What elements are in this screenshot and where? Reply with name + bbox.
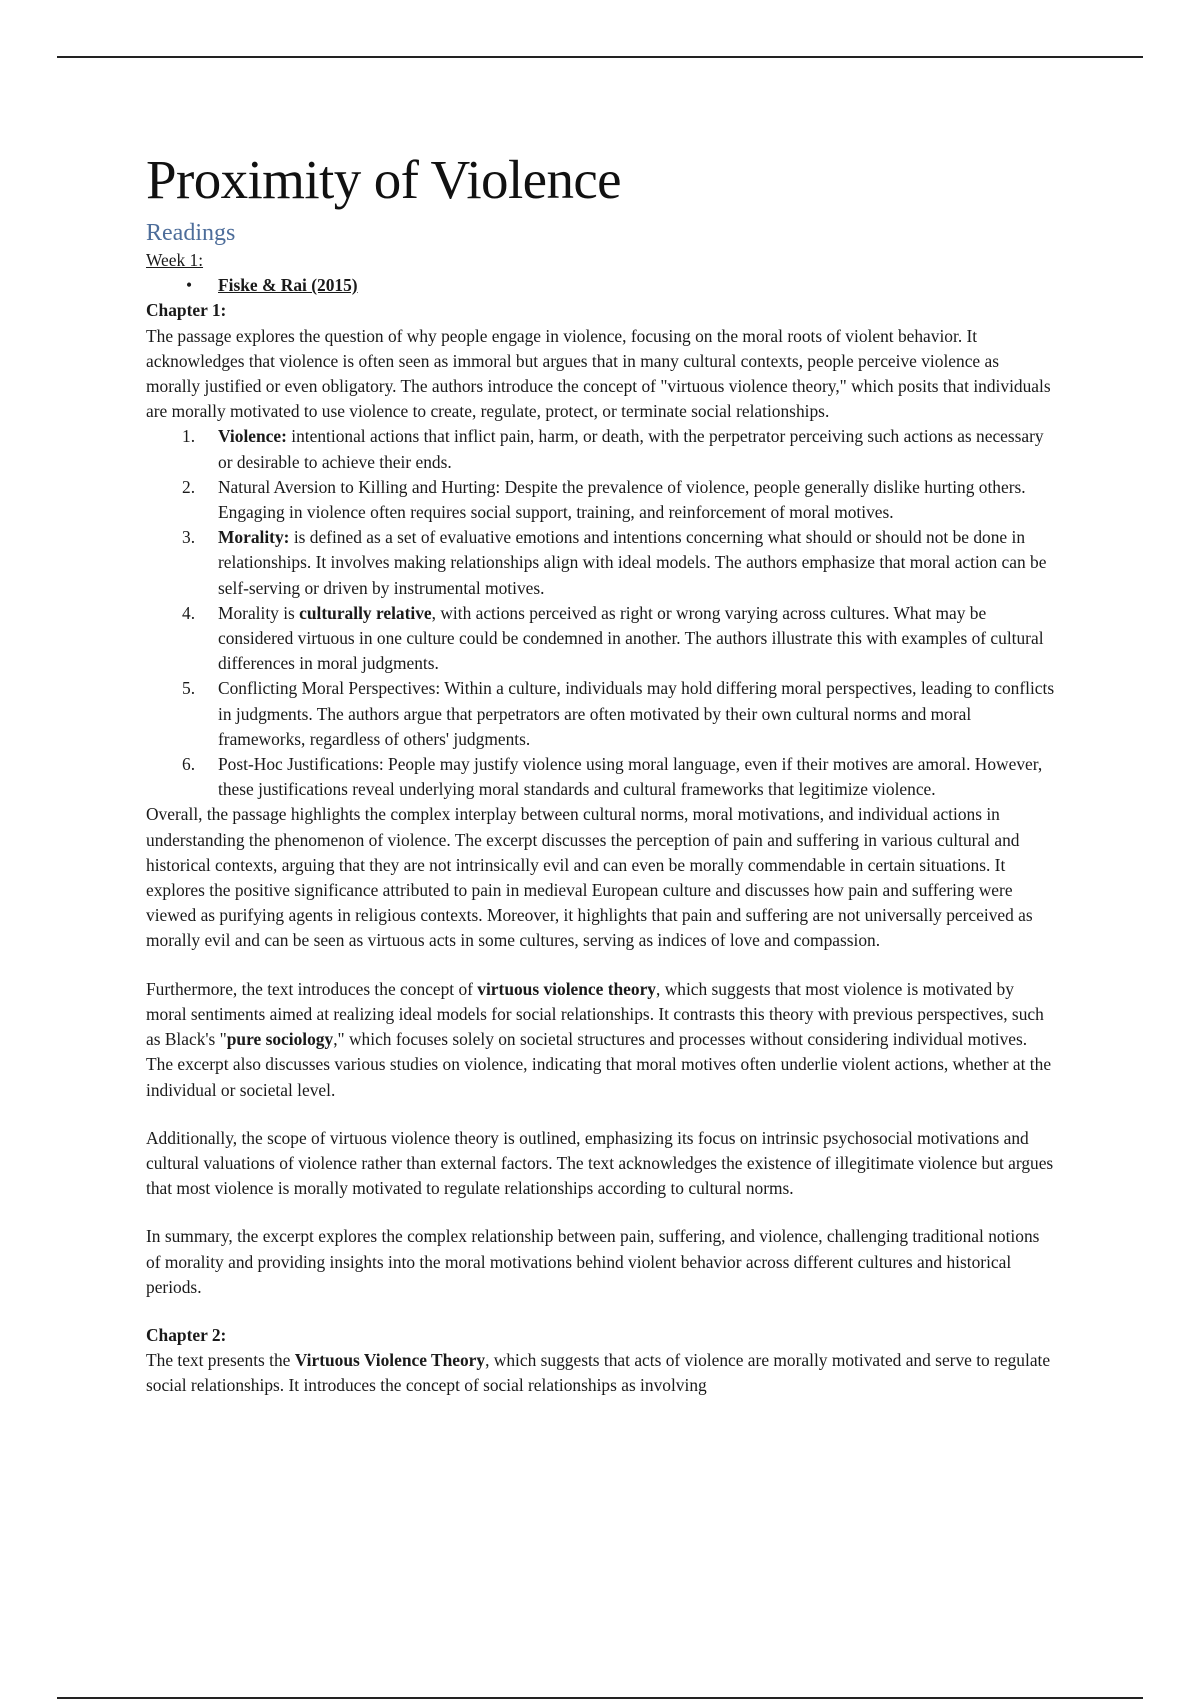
list-item — [146, 752, 1056, 802]
point-text: is defined as a set of evaluative emotions and intentions concerning what should or should not be done in relationships. It involves making relationships align with ideal models. The authors emphasize that moral action can be self-serving or driven by instrumental motives. — [218, 527, 1047, 598]
list-item — [146, 475, 1056, 525]
list-item — [146, 601, 1056, 677]
list-item — [146, 525, 1056, 601]
top-rule — [57, 56, 1143, 58]
chapter-1-heading: Chapter 1: — [146, 300, 227, 321]
bottom-rule — [57, 1697, 1143, 1699]
list-item — [146, 273, 1056, 298]
point-term: Violence: — [218, 426, 287, 447]
point-text: Post-Hoc Justifications: People may justify violence using moral language, even if their motives are amoral. However, these justifications reveal underlying moral standards and cultural frameworks that legitimize violence. — [218, 754, 1043, 800]
reading-list — [146, 273, 1056, 298]
list-item — [146, 676, 1056, 752]
document-title: Proximity of Violence — [146, 149, 621, 210]
list-item — [146, 424, 1056, 474]
list-number: 5. — [182, 678, 196, 699]
week-label: Week 1: — [146, 250, 204, 270]
emphasized-term: Virtuous Violence Theory — [294, 1350, 486, 1371]
point-text: Conflicting Moral Perspectives: Within a culture, individuals may hold differing moral perspectives, leading to conflicts in judgments. The authors argue that perpetrators are often motivated by their own cultural norms and moral frameworks, regardless of others' judgments. — [218, 678, 1055, 749]
section-heading-readings: Readings — [146, 220, 236, 246]
list-number: 3. — [182, 527, 196, 548]
point-text: , with actions perceived as right or wrong varying across cultures. What may be considered virtuous in one culture could be condemned in another. The authors illustrate this with examples of cultural differences in moral judgments. — [218, 602, 1044, 674]
paragraph-text: , which suggests that most violence is motivated by moral sentiments aimed at realizing ideal models for social relationships. It contrasts this theory with previous perspectives, such as Black's " — [146, 978, 1044, 1050]
point-text: Natural Aversion to Killing and Hurting: Despite the prevalence of violence, people generally dislike hurting others. Engaging in violence often requires social support, training, and reinforcement of moral motives. — [218, 476, 1026, 523]
point-text: intentional actions that inflict pain, harm, or death, with the perpetrator perceiving such actions as necessary or desirable to achieve their ends. — [218, 426, 1044, 472]
list-number: 4. — [182, 602, 196, 623]
document-body — [146, 148, 1056, 1399]
list-number: 2. — [182, 476, 196, 497]
emphasized-term: virtuous violence theory — [477, 978, 656, 999]
list-number: 6. — [182, 754, 196, 775]
paragraph-text: , which suggests that acts of violence are morally motivated and serve to regulate social relationships. It introduces the concept of social relationships as involving — [146, 1350, 1051, 1396]
chapter-1-intro: The passage explores the question of why people engage in violence, focusing on the moral roots of violent behavior. It acknowledges that violence is often seen as immoral but argues that in many cultural contexts, people perceive violence as morally justified or even obligatory. The authors introduce the concept of "virtuous violence theory," which posits that individuals are morally motivated to use violence to create, regulate, protect, or terminate social relationships. — [146, 325, 1051, 422]
chapter-1-furthermore-paragraph — [146, 977, 1056, 1103]
chapter-1-summary-paragraph: In summary, the excerpt explores the complex relationship between pain, suffering, and violence, challenging traditional notions of morality and providing insights into the moral motivations behind violent behavior across different cultures and historical periods. — [146, 1226, 1040, 1297]
chapter-2-heading: Chapter 2: — [146, 1324, 227, 1345]
point-term: Morality: — [218, 527, 290, 548]
chapter-1-overall-paragraph: Overall, the passage highlights the complex interplay between cultural norms, moral motivations, and individual actions in understanding the phenomenon of violence. The excerpt discusses the perception of pain and suffering in various cultural and historical contexts, arguing that they are not intrinsically evil and can even be morally commendable in certain situations. It explores the positive significance attributed to pain in medieval European culture and discusses how pain and suffering were viewed as purifying agents in religious contexts. Moreover, it highlights that pain and suffering are not universally perceived as morally evil and can be seen as virtuous acts in some cultures, serving as indices of love and compassion. — [146, 804, 1033, 951]
list-number: 1. — [182, 426, 196, 447]
reading-reference: Fiske & Rai (2015) — [218, 275, 358, 296]
chapter-1-points — [146, 424, 1056, 802]
point-text: Morality is — [218, 602, 300, 623]
emphasized-term: pure sociology — [226, 1029, 334, 1050]
point-term: culturally relative — [299, 602, 432, 623]
chapter-1-additionally-paragraph: Additionally, the scope of virtuous violence theory is outlined, emphasizing its focus on intrinsic psychosocial motivations and cultural valuations of violence rather than external factors. The text acknowledges the existence of illegitimate violence but argues that most violence is morally motivated to regulate relationships according to cultural norms. — [146, 1127, 1054, 1199]
chapter-2-intro — [146, 1348, 1056, 1398]
bullet-icon: • — [186, 275, 193, 296]
paragraph-text: ," which focuses solely on societal structures and processes without considering individual motives. The excerpt also discusses various studies on violence, indicating that moral motives often underlie violent actions, whether at the individual or societal level. — [146, 1029, 1052, 1100]
paragraph-text: Furthermore, the text introduces the concept of — [146, 978, 478, 999]
paragraph-text: The text presents the — [146, 1350, 295, 1371]
